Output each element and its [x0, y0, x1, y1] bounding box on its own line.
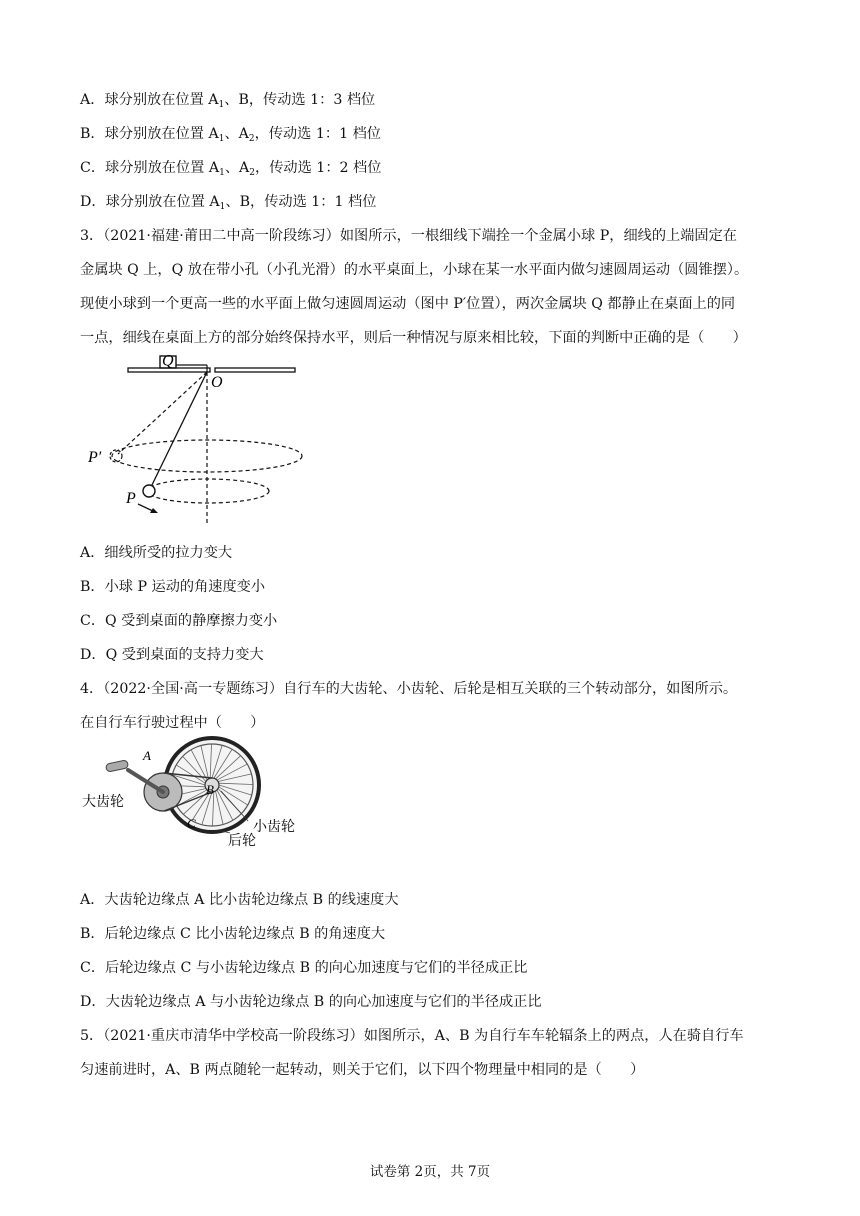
ball-p	[143, 485, 155, 497]
bicycle-gears-figure	[80, 735, 310, 850]
label-rear-wheel: 后轮	[228, 834, 256, 849]
label-q: Q	[162, 355, 174, 370]
q3-option-b: B．小球 P 运动的角速度变小	[80, 579, 266, 595]
q3-option-a: A．细线所受的拉力变大	[80, 545, 233, 561]
q3-stem-line-3: 现使小球到一个更高一些的水平面上做匀速圆周运动（图中 P′位置），两次金属块 Q 都静止在桌面上的同	[80, 296, 736, 312]
q4-option-a: A．大齿轮边缘点 A 比小齿轮边缘点 B 的线速度大	[80, 892, 399, 908]
page-footer: 试卷第 2页，共 7页	[369, 1164, 491, 1180]
table-right	[215, 368, 295, 372]
label-o: O	[211, 374, 223, 391]
q3-stem-line-4: 一点，细线在桌面上方的部分始终保持水平，则后一种情况与原来相比较，下面的判断中正确的是（ ）	[80, 330, 747, 346]
label-a: A	[143, 748, 151, 763]
q5-stem-line-2: 匀速前进时，A、B 两点随轮一起转动，则关于它们，以下四个物理量中相同的是（ ）	[80, 1062, 645, 1078]
q3-stem-line-1: 3．（2021·福建·莆田二中高一阶段练习）如图所示，一根细线下端拴一个金属小球 P，细线的上端固定在	[80, 228, 737, 244]
q2-option-a: A．球分别放在位置 $A_1$、B，传动选 1：3 档位	[80, 92, 376, 110]
q4-option-d: D．大齿轮边缘点 A 与小齿轮边缘点 B 的向心加速度与它们的半径成正比	[80, 994, 542, 1010]
q4-option-b: B．后轮边缘点 C 比小齿轮边缘点 B 的角速度大	[80, 926, 386, 942]
conical-pendulum-figure	[80, 355, 310, 525]
q3-option-d: D．Q 受到桌面的支持力变大	[80, 647, 264, 663]
q2-option-b: B．球分别放在位置 $A_1$、$A_2$，传动选 1：1 档位	[80, 126, 381, 144]
q5-stem-line-1: 5．（2021·重庆市清华中学校高一阶段练习）如图所示，A、B 为自行车车轮辐条上的两点，人在骑自行车	[80, 1028, 744, 1044]
label-p: P	[126, 490, 136, 507]
label-small-gear: 小齿轮	[253, 820, 295, 835]
q3-stem-line-2: 金属块 Q 上，Q 放在带小孔（小孔光滑）的水平桌面上，小球在某一水平面内做匀速圆周运动（圆锥摆）。	[80, 262, 749, 278]
label-big-gear: 大齿轮	[82, 795, 124, 810]
orbit-lower	[147, 479, 269, 503]
pedal	[105, 760, 128, 772]
q4-stem-line-1: 4．（2022·全国·高一专题练习）自行车的大齿轮、小齿轮、后轮是相互关联的三个转动部分，如图所示。	[80, 681, 738, 697]
string-dashed-p-prime	[118, 372, 207, 454]
q4-option-c: C．后轮边缘点 C 与小齿轮边缘点 B 的向心加速度与它们的半径成正比	[80, 960, 528, 976]
q3-option-c: C．Q 受到桌面的静摩擦力变小	[80, 613, 278, 629]
q2-option-d: D．球分别放在位置 $A_1$、B，传动选 1：1 档位	[80, 194, 377, 212]
label-b: B	[206, 782, 214, 797]
q2-option-c: C．球分别放在位置 $A_1$、$A_2$，传动选 1：2 档位	[80, 160, 382, 178]
string-solid-p	[151, 372, 207, 487]
q4-stem-line-2: 在自行车行驶过程中（ ）	[80, 715, 265, 731]
label-c: C	[187, 816, 196, 831]
label-p-prime: P′	[88, 449, 102, 466]
